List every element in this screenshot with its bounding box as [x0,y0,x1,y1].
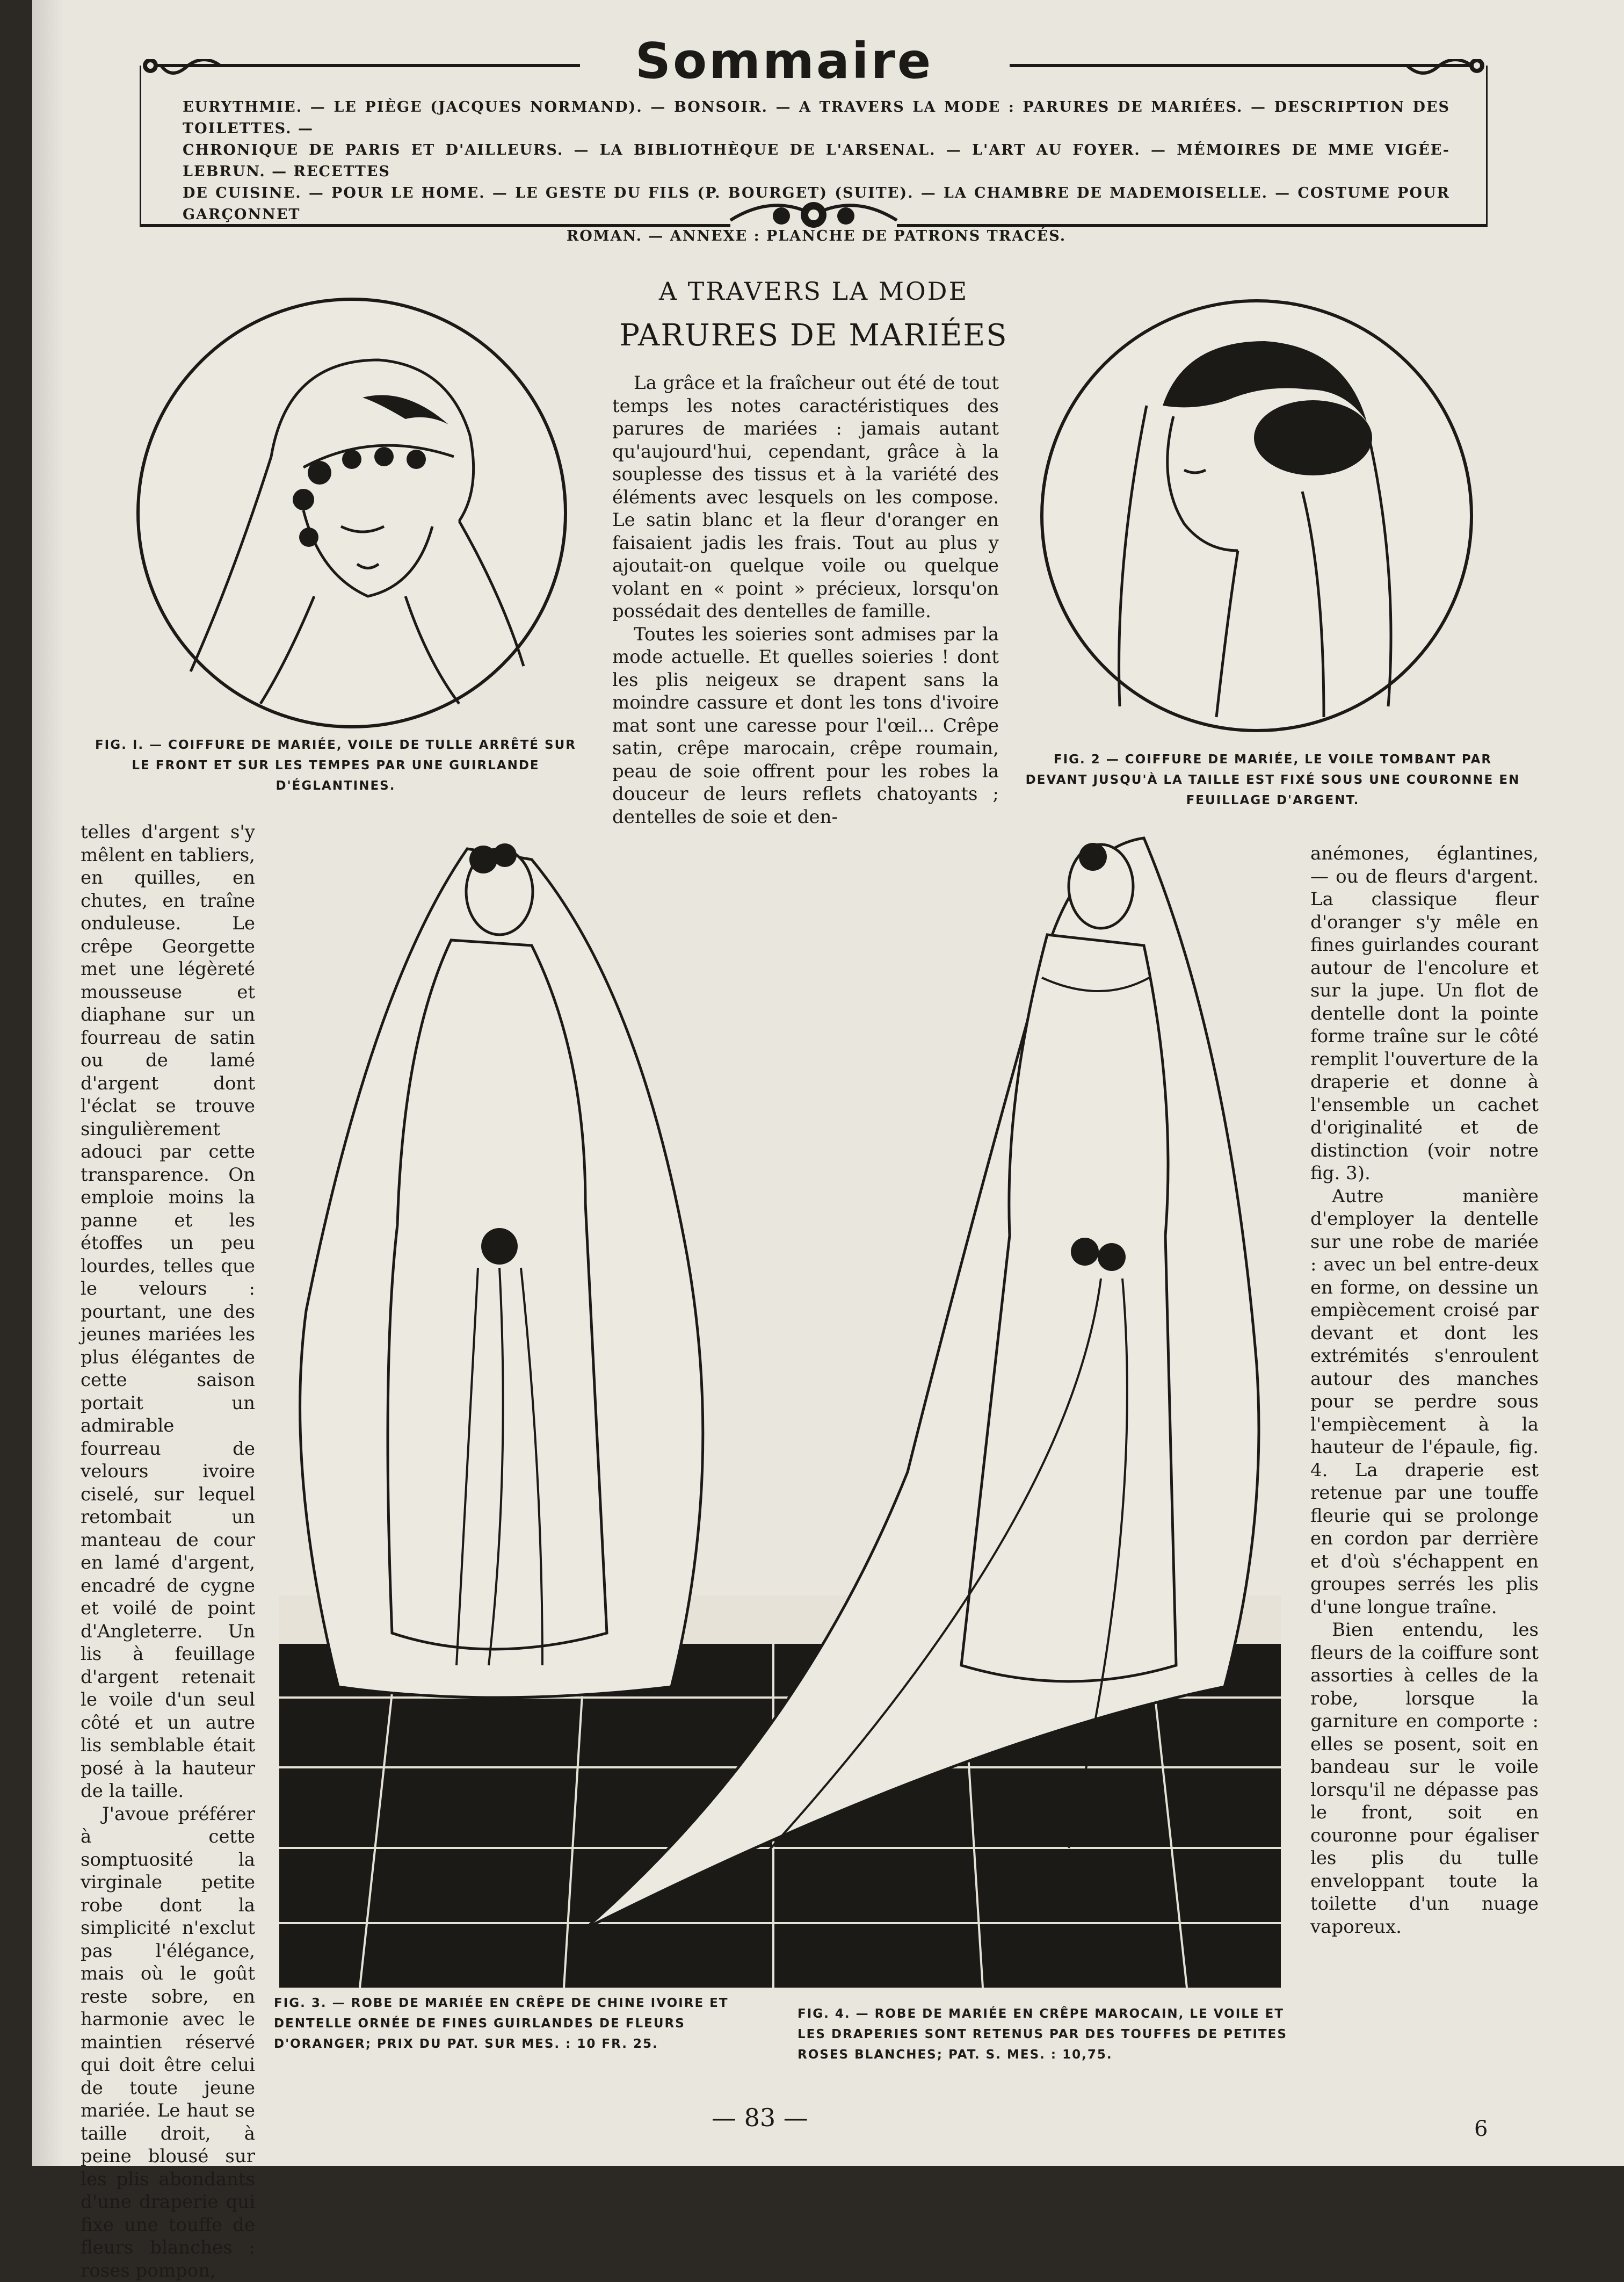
paragraph: J'avoue préférer à cette somptuosité la virginale petite robe dont la simplicité n'exclut pas l'élégance, mais où le goût reste sobre, en harmonie avec le maintien réservé qui doit être celui de toute jeune mariée. Le haut se taille droit, à peine blousé sur les plis abondants d'une draperie qui fixe une touffe de fleurs blanches : roses pompon, [81,1803,255,2282]
paragraph: Bien entendu, les fleurs de la coiffure sont assorties à celles de la robe, lorsque la garniture en comporte : elles se posent, soit en bandeau sur le voile lorsqu'il ne dépasse pas le front, soit en couronne pour égaliser les plis du tulle enveloppant toute la toilette d'un nuage vaporeux. [1310,1619,1539,1938]
paragraph: anémones, églantines, — ou de fleurs d'argent. La classique fleur d'oranger s'y mêle en fines guirlandes courant autour de l'encolure et sur la jupe. Un flot de dentelle dont la pointe forme traîne sur le côté remplit l'ouverture de la draperie et donne à l'ensemble un cachet d'originalité et de distinction (voir notre fig. 3). [1310,842,1539,1185]
article-title: PARURES DE MARIÉES [599,318,1028,353]
sommaire-line: DE CUISINE. — POUR LE HOME. — LE GESTE DU FILS (P. BOURGET) (SUITE). — LA CHAMBRE DE MADEMOISELLE. — COSTUME POUR GARÇONNET [183,183,1450,226]
sommaire-line: CHRONIQUE DE PARIS ET D'AILLEURS. — LA BIBLIOTHÈQUE DE L'ARSENAL. — L'ART AU FOYER. — MÉMOIRES DE MME VIGÉE-LEBRUN. — RECETTES [183,140,1450,183]
fig3-caption: FIG. 3. — ROBE DE MARIÉE EN CRÊPE DE CHINE IVOIRE ET DENTELLE ORNÉE DE FINES GUIRLANDES DE FLEURS D'ORANGER; PRIX DU PAT. SUR MES. : 10 FR. 25. [274,1993,773,2054]
paragraph: La grâce et la fraîcheur out été de tout temps les notes caractéristiques des parures de mariées : jamais autant qu'aujourd'hui, cependant, grâce à la souplesse des tissus et à la variété des éléments avec lesquels on les compose. Le satin blanc et la fleur d'oranger en faisaient jadis les frais. Tout au plus y ajoutait-on quelque voile ou quelque volant en « point » précieux, lorsqu'on possédait des dentelles de famille. [612,372,999,623]
paragraph: Autre manière d'employer la dentelle sur une robe de mariée : avec un bel entre-deux en forme, on dessine un empiècement croisé par devant et dont les extrémités s'enroulent autour des manches pour se perdre sous l'empiècement à la hauteur de l'épaule, fig. 4. La draperie est retenue par une touffe fleurie qui se prolonge en cordon par derrière et d'où s'échappent en groupes serrés les plis d'une longue traîne. [1310,1185,1539,1619]
sommaire-line: ROMAN. — ANNEXE : PLANCHE DE PATRONS TRACÉS. [183,226,1450,247]
article-kicker: A TRAVERS LA MODE [599,277,1028,306]
sommaire-line: EURYTHMIE. — LE PIÈGE (JACQUES NORMAND). — BONSOIR. — A TRAVERS LA MODE : PARURES DE MARIÉES. — DESCRIPTION DES TOILETTES. — [183,97,1450,140]
fig2-caption: FIG. 2 — COIFFURE DE MARIÉE, LE VOILE TOMBANT PAR DEVANT JUSQU'À LA TAILLE EST FIXÉ SOUS UNE COURONNE EN FEUILLAGE D'ARGENT. [1020,749,1525,811]
fig2-illustration [1023,298,1490,735]
sommaire-title: Sommaire [591,32,977,90]
paragraph: Toutes les soieries sont admises par la mode actuelle. Et quelles soieries ! dont les plis neigeux se drapent sans la moindre cassure et dont les tons d'ivoire mat sont une caresse pour l'œil... Crêpe satin, crêpe marocain, crêpe roumain, peau de soie offrent pour les robes la douceur de leurs reflets chatoyants ; dentelles de soie et den- [612,623,999,829]
fig1-caption: FIG. I. — COIFFURE DE MARIÉE, VOILE DE TULLE ARRÊTÉ SUR LE FRONT ET SUR LES TEMPES PAR UNE GUIRLANDE D'ÉGLANTINES. [94,735,577,796]
article-center-column [612,372,999,828]
fig4-caption: FIG. 4. — ROBE DE MARIÉE EN CRÊPE MAROCAIN, LE VOILE ET LES DRAPERIES SONT RETENUS PAR DES TOUFFES DE PETITES ROSES BLANCHES; PAT. S. MES. : 10,75. [798,2004,1302,2065]
paragraph: telles d'argent s'y mêlent en tabliers, en quilles, en chutes, en traîne onduleuse. Le crêpe Georgette met une légèreté mousseuse et diaphane sur un fourreau de satin ou de lamé d'argent dont l'éclat se trouve singulièrement adouci par cette transparence. On emploie moins la panne et les étoffes un peu lourdes, telles que le velours : pourtant, une des jeunes mariées les plus élégantes de cette saison portait un admirable fourreau de velours ivoire ciselé, sur lequel retombait un manteau de cour en lamé d'argent, encadré de cygne et voilé de point d'Angleterre. Un lis à feuillage d'argent retenait le voile d'un seul côté et un autre lis semblable était posé à la hauteur de la taille. [81,821,255,1803]
corner-number: 6 [1474,2117,1488,2141]
page-number: — 83 — [712,2103,808,2132]
article-right-column [1310,842,1539,1938]
fig3-fig4-illustration [263,827,1284,1995]
sommaire-text [183,97,1450,247]
fig1-illustration [126,295,577,733]
article-left-column [81,821,255,2282]
